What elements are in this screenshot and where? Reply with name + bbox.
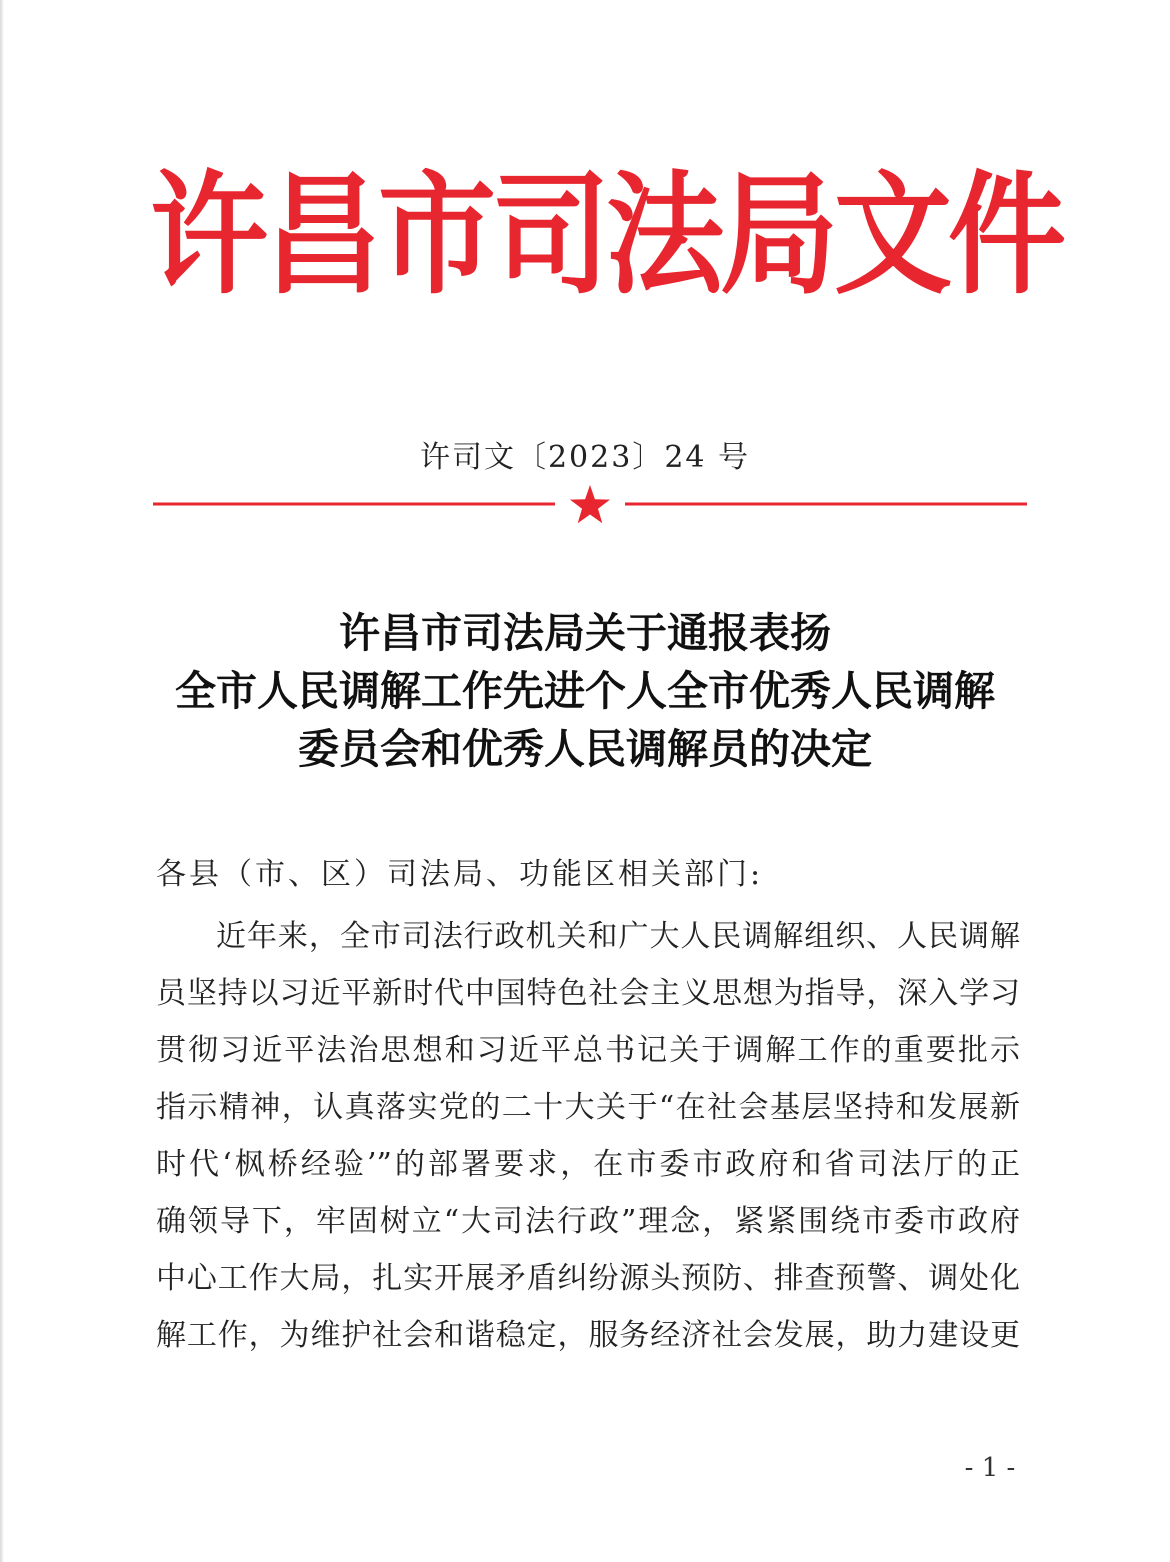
decision-title-line: 委员会和优秀人民调解员的决定 bbox=[298, 725, 872, 773]
body-line: 中心工作大局，扎实开展矛盾纠纷源头预防、排查预警、调处化 bbox=[156, 1261, 1020, 1296]
body-line: 员坚持以习近平新时代中国特色社会主义思想为指导，深入学习 bbox=[156, 976, 1020, 1011]
decision-title-line: 全市人民调解工作先进个人全市优秀人民调解 bbox=[175, 667, 995, 715]
decision-title bbox=[130, 604, 1040, 778]
body-line: 贯彻习近平法治思想和习近平总书记关于调解工作的重要批示 bbox=[156, 1033, 1020, 1068]
salutation: 各县（市、区）司法局、功能区相关部门: bbox=[156, 857, 764, 892]
decision-title-line: 许昌市司法局关于通报表扬 bbox=[339, 609, 831, 657]
document-header-title: 许昌市司法局文件 bbox=[150, 157, 1063, 313]
body-line: 解工作，为维护社会和谐稳定，服务经济社会发展，助力建设更 bbox=[156, 1318, 1020, 1353]
red-star-icon bbox=[570, 485, 610, 523]
red-divider-line bbox=[153, 484, 1027, 528]
page-edge-shadow bbox=[0, 0, 4, 1562]
body-paragraph bbox=[156, 908, 1020, 1364]
body-line: 时代‘枫桥经验’”的部署要求，在市委市政府和省司法厅的正 bbox=[156, 1147, 1020, 1182]
body-line: 确领导下，牢固树立“大司法行政”理念，紧紧围绕市委市政府 bbox=[156, 1204, 1020, 1239]
page-number: - 1 - bbox=[964, 1453, 1016, 1483]
body-line: 近年来，全市司法行政机关和广大人民调解组织、人民调解 bbox=[216, 919, 1020, 954]
body-line: 指示精神，认真落实党的二十大关于“在社会基层坚持和发展新 bbox=[156, 1090, 1020, 1125]
document-number: 许司文〔2023〕24 号 bbox=[419, 440, 751, 475]
